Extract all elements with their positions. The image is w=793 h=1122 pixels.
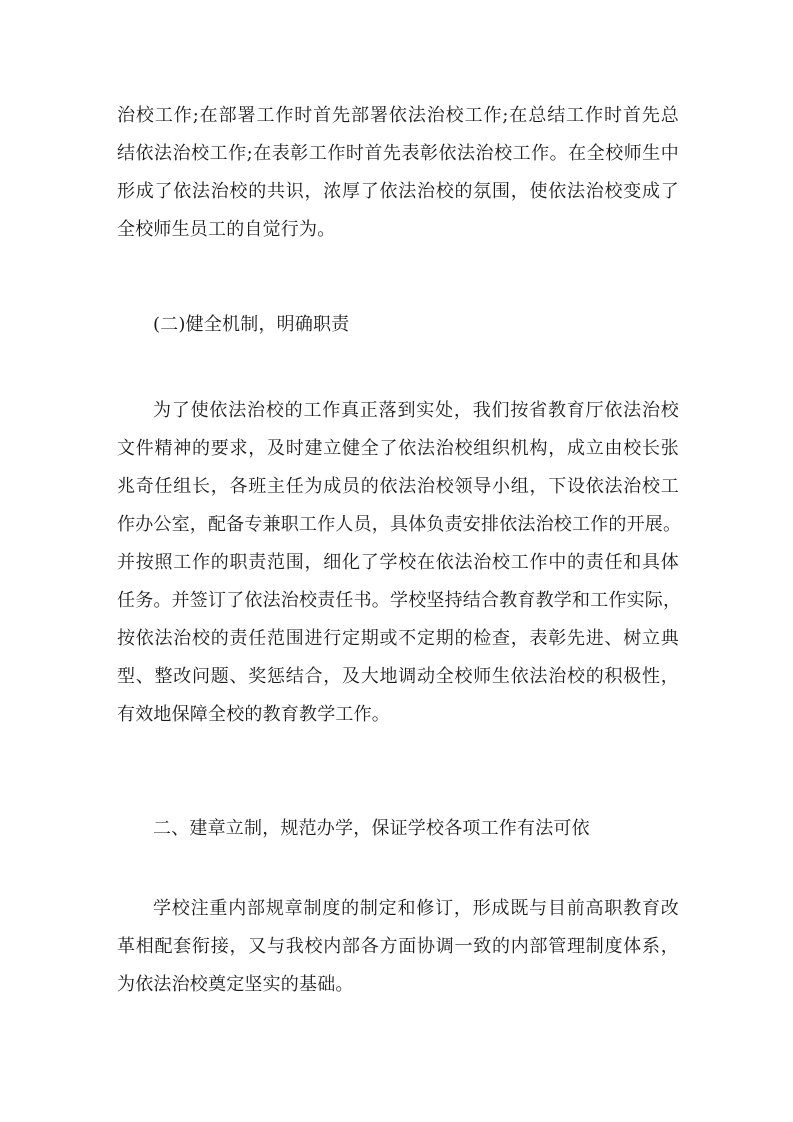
text-line: 治校工作;在部署工作时首先部署依法治校工作;在总结工作时首先总 (117, 105, 679, 126)
text-line: 全校师生员工的自觉行为。 (117, 219, 336, 240)
text-line: 革相配套衔接，又与我校内部各方面协调一致的内部管理制度体系， (117, 936, 679, 957)
paragraph-responsibilities (117, 392, 682, 734)
text-line: 任务。并签订了依法治校责任书。学校坚持结合教育教学和工作实际， (117, 590, 682, 611)
section-heading-regulations (117, 810, 679, 848)
text-line: 作办公室，配备专兼职工作人员，具体负责安排依法治校工作的开展。 (117, 514, 682, 535)
text-line: 文件精神的要求，及时建立健全了依法治校组织机构，成立由校长张 (117, 438, 679, 459)
text-line: 有效地保障全校的教育教学工作。 (117, 704, 390, 725)
text-line: 为依法治校奠定坚实的基础。 (117, 974, 354, 995)
paragraph-rules (117, 890, 679, 1004)
text-line: 学校注重内部规章制度的制定和修订，形成既与目前高职教育改 (153, 898, 679, 919)
text-line: 按依法治校的责任范围进行定期或不定期的检查，表彰先进、树立典 (117, 628, 679, 649)
text-line: 兆奇任组长，各班主任为成员的依法治校领导小组，下设依法治校工 (117, 476, 679, 497)
text-line: 型、整改问题、奖惩结合，及大地调动全校师生依法治校的积极性， (117, 666, 679, 687)
heading-text: 二、建章立制，规范办学，保证学校各项工作有法可依 (153, 818, 590, 839)
heading-text: (二)健全机制，明确职责 (153, 314, 350, 335)
section-heading-mechanism (117, 306, 679, 344)
text-line: 为了使依法治校的工作真正落到实处，我们按省教育厅依法治校 (153, 400, 679, 421)
paragraph-continuation (117, 97, 679, 249)
text-line: 结依法治校工作;在表彰工作时首先表彰依法治校工作。在全校师生中 (117, 143, 679, 164)
text-line: 形成了依法治校的共识，浓厚了依法治校的氛围，使依法治校变成了 (117, 181, 679, 202)
text-line: 并按照工作的职责范围，细化了学校在依法治校工作中的责任和具体 (117, 552, 679, 573)
